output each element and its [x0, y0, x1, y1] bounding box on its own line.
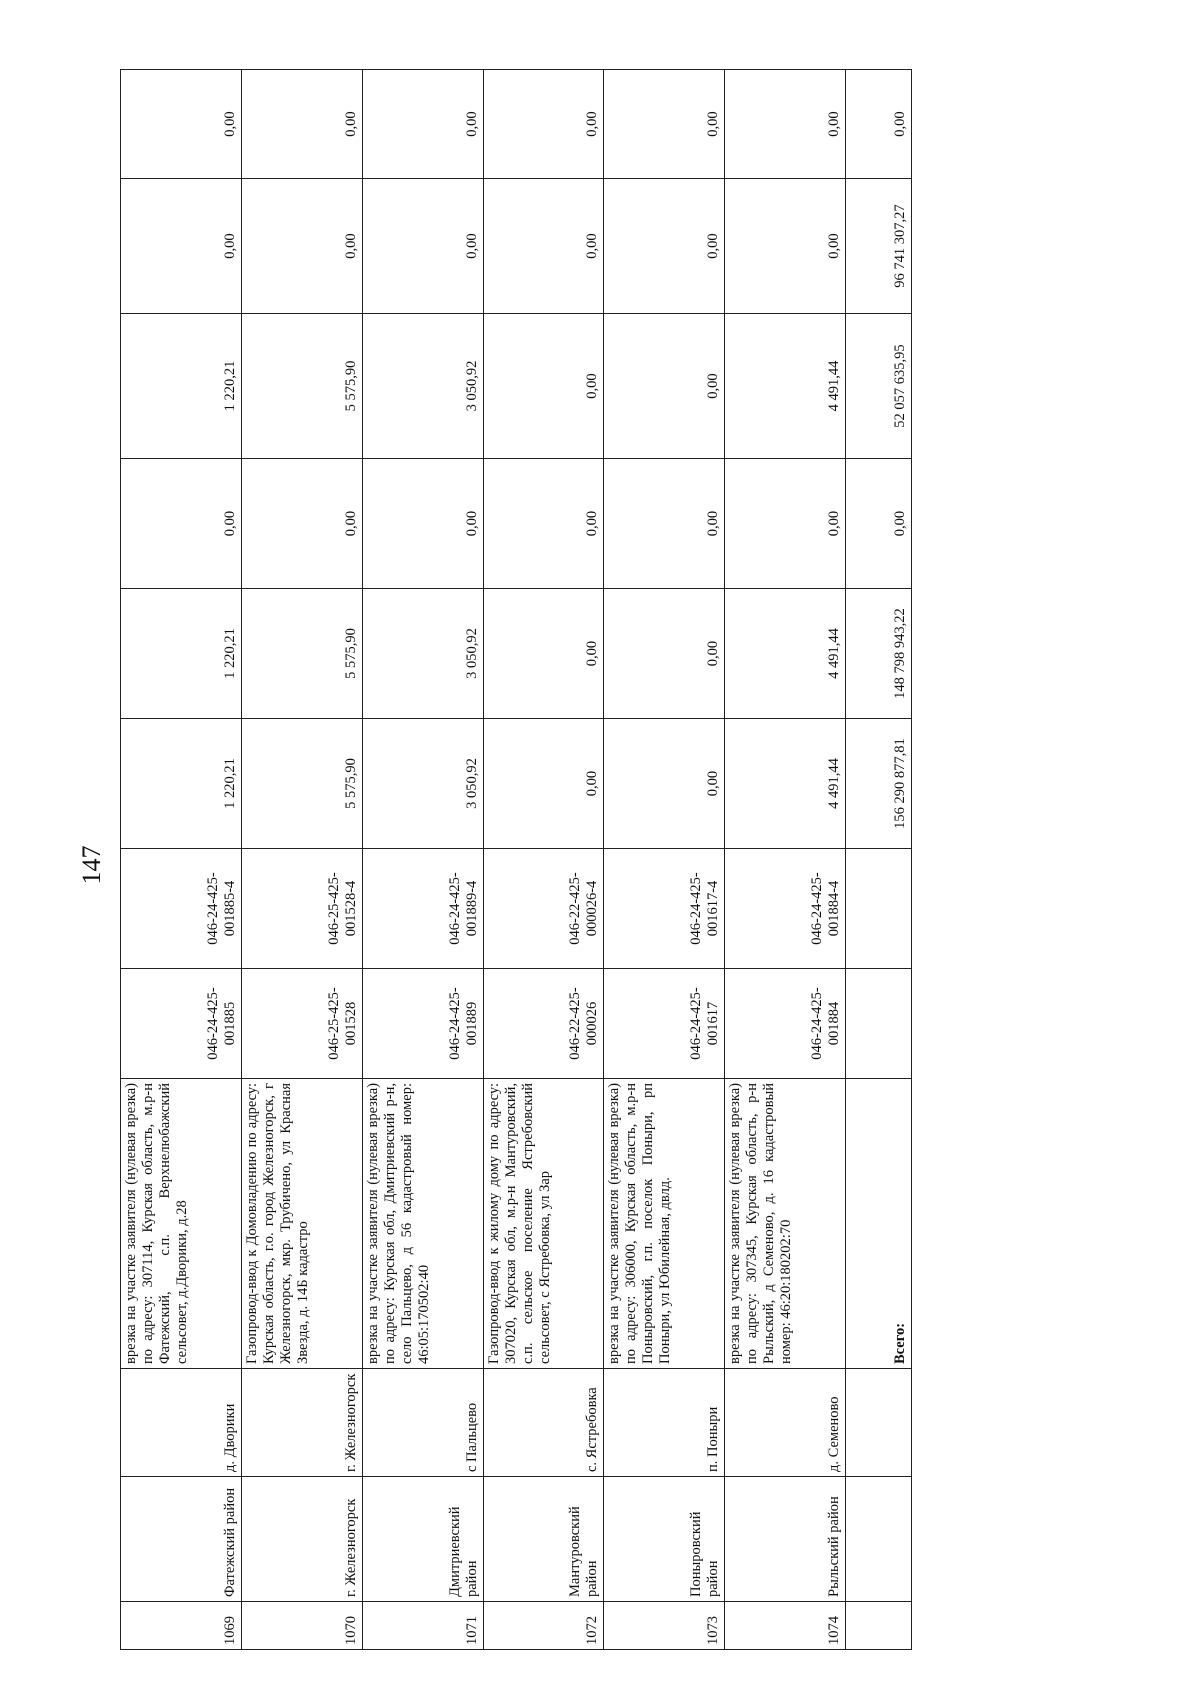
cell-district: Дмитриевский район: [362, 1477, 483, 1602]
cell-v3: 0,00: [604, 459, 725, 589]
cell-district: Поныровский район: [604, 1477, 725, 1602]
cell-v4: 3 050,92: [362, 314, 483, 459]
total-v4: 52 057 635,95: [846, 314, 912, 459]
cell-num: 1074: [725, 1602, 846, 1650]
cell-code2: 046-24-425-001884-4: [725, 849, 846, 969]
cell-v1: 0,00: [483, 719, 604, 849]
cell-v1: 3 050,92: [362, 719, 483, 849]
cell-num: 1069: [121, 1602, 242, 1650]
cell-code1: 046-24-425-001884: [725, 969, 846, 1079]
cell-v2: 0,00: [604, 589, 725, 719]
cell-v6: 0,00: [604, 70, 725, 179]
cell-v2: 0,00: [483, 589, 604, 719]
cell-v6: 0,00: [121, 70, 242, 179]
cell-v3: 0,00: [121, 459, 242, 589]
cell-v2: 4 491,44: [725, 589, 846, 719]
total-v3: 0,00: [846, 459, 912, 589]
cell-v2: 3 050,92: [362, 589, 483, 719]
cell-code2: 046-24-425-001889-4: [362, 849, 483, 969]
cell-code1: 046-22-425-000026: [483, 969, 604, 1079]
cell-code2: 046-25-425-001528-4: [241, 849, 362, 969]
cell-locality: д. Семеново: [725, 1369, 846, 1477]
table-row: [241, 70, 362, 1650]
cell-district: г. Железногорск: [241, 1477, 362, 1602]
empty-cell: [846, 969, 912, 1079]
cell-address: врезка на участке заявителя (нулевая врезка) по адресу: Курская обл, Дмитриевский р-н, село Пальцево, д 56 кадастровый номер: 46:05:170502:40: [362, 1079, 483, 1369]
cell-locality: г. Железногорск: [241, 1369, 362, 1477]
cell-v5: 0,00: [604, 179, 725, 314]
cell-code1: 046-24-425-001889: [362, 969, 483, 1079]
table-row: [725, 70, 846, 1650]
cell-address: врезка на участке заявителя (нулевая врезка) по адресу: 307345, Курская область, р-н Рыльский, д Семеново, д. 16 кадастровый номер: 46:20:180202:70: [725, 1079, 846, 1369]
cell-district: Рыльский район: [725, 1477, 846, 1602]
table-row: [483, 70, 604, 1650]
cell-code2: 046-22-425-000026-4: [483, 849, 604, 969]
total-v5: 96 741 307,27: [846, 179, 912, 314]
total-v2: 148 798 943,22: [846, 589, 912, 719]
cell-code1: 046-25-425-001528: [241, 969, 362, 1079]
cell-v3: 0,00: [362, 459, 483, 589]
empty-cell: [846, 1602, 912, 1650]
cell-v6: 0,00: [483, 70, 604, 179]
total-row: [846, 70, 912, 1650]
cell-district: Фатежский район: [121, 1477, 242, 1602]
cell-district: Мантуровский район: [483, 1477, 604, 1602]
empty-cell: [846, 1369, 912, 1477]
cell-address: Газопровод-ввод к Домовладению по адресу: Курская область, г.о. город Железногорск, г Железногорск, мкр. Трубичено, ул Красная Звезда, д. 14Б кадастро: [241, 1079, 362, 1369]
cell-num: 1070: [241, 1602, 362, 1650]
cell-address: врезка на участке заявителя (нулевая врезка) по адресу: 306000, Курская область, м.р-н Поныровский, г.п. поселок Поныри, рп Поныри, ул Юбилейная, двлд.: [604, 1079, 725, 1369]
cell-address: Газопровод-ввод к жилому дому по адресу: 307020, Курская обл, м.р-н Мантуровский, с.п. сельское поселение Ястребовский сельсовет, с Ястребовка, ул Зар: [483, 1079, 604, 1369]
cell-num: 1071: [362, 1602, 483, 1650]
cell-code1: 046-24-425-001617: [604, 969, 725, 1079]
table-row: [362, 70, 483, 1650]
cell-v6: 0,00: [241, 70, 362, 179]
cell-v5: 0,00: [725, 179, 846, 314]
cell-v5: 0,00: [241, 179, 362, 314]
cell-locality: д. Дворики: [121, 1369, 242, 1477]
cell-v2: 5 575,90: [241, 589, 362, 719]
cell-num: 1073: [604, 1602, 725, 1650]
cell-v5: 0,00: [483, 179, 604, 314]
total-v6: 0,00: [846, 70, 912, 179]
table-body: [121, 70, 912, 1650]
rotated-table-wrapper: [120, 70, 912, 1650]
cell-code2: 046-24-425-001617-4: [604, 849, 725, 969]
cell-v4: 0,00: [604, 314, 725, 459]
cell-v1: 4 491,44: [725, 719, 846, 849]
cell-code2: 046-24-425-001885-4: [121, 849, 242, 969]
cell-v5: 0,00: [362, 179, 483, 314]
cell-v1: 1 220,21: [121, 719, 242, 849]
cell-v4: 5 575,90: [241, 314, 362, 459]
data-table: [120, 69, 912, 1650]
cell-v4: 0,00: [483, 314, 604, 459]
cell-v4: 1 220,21: [121, 314, 242, 459]
cell-v6: 0,00: [362, 70, 483, 179]
cell-v2: 1 220,21: [121, 589, 242, 719]
total-v1: 156 290 877,81: [846, 719, 912, 849]
empty-cell: [846, 849, 912, 969]
empty-cell: [846, 1477, 912, 1602]
cell-locality: п. Поныри: [604, 1369, 725, 1477]
cell-v6: 0,00: [725, 70, 846, 179]
table-row: [604, 70, 725, 1650]
cell-num: 1072: [483, 1602, 604, 1650]
cell-v1: 5 575,90: [241, 719, 362, 849]
cell-v5: 0,00: [121, 179, 242, 314]
total-label: Всего:: [846, 1079, 912, 1369]
cell-v3: 0,00: [725, 459, 846, 589]
table-row: [121, 70, 242, 1650]
cell-locality: с Пальцево: [362, 1369, 483, 1477]
page-number: 147: [77, 845, 106, 885]
cell-v1: 0,00: [604, 719, 725, 849]
cell-address: врезка на участке заявителя (нулевая врезка) по адресу: 307114, Курская область, м.р-н Фатежский, с.п. Верхнелюбажский сельсовет, д.Дворики, д.28: [121, 1079, 242, 1369]
cell-code1: 046-24-425-001885: [121, 969, 242, 1079]
cell-v4: 4 491,44: [725, 314, 846, 459]
cell-v3: 0,00: [241, 459, 362, 589]
cell-locality: с. Ястребовка: [483, 1369, 604, 1477]
cell-v3: 0,00: [483, 459, 604, 589]
